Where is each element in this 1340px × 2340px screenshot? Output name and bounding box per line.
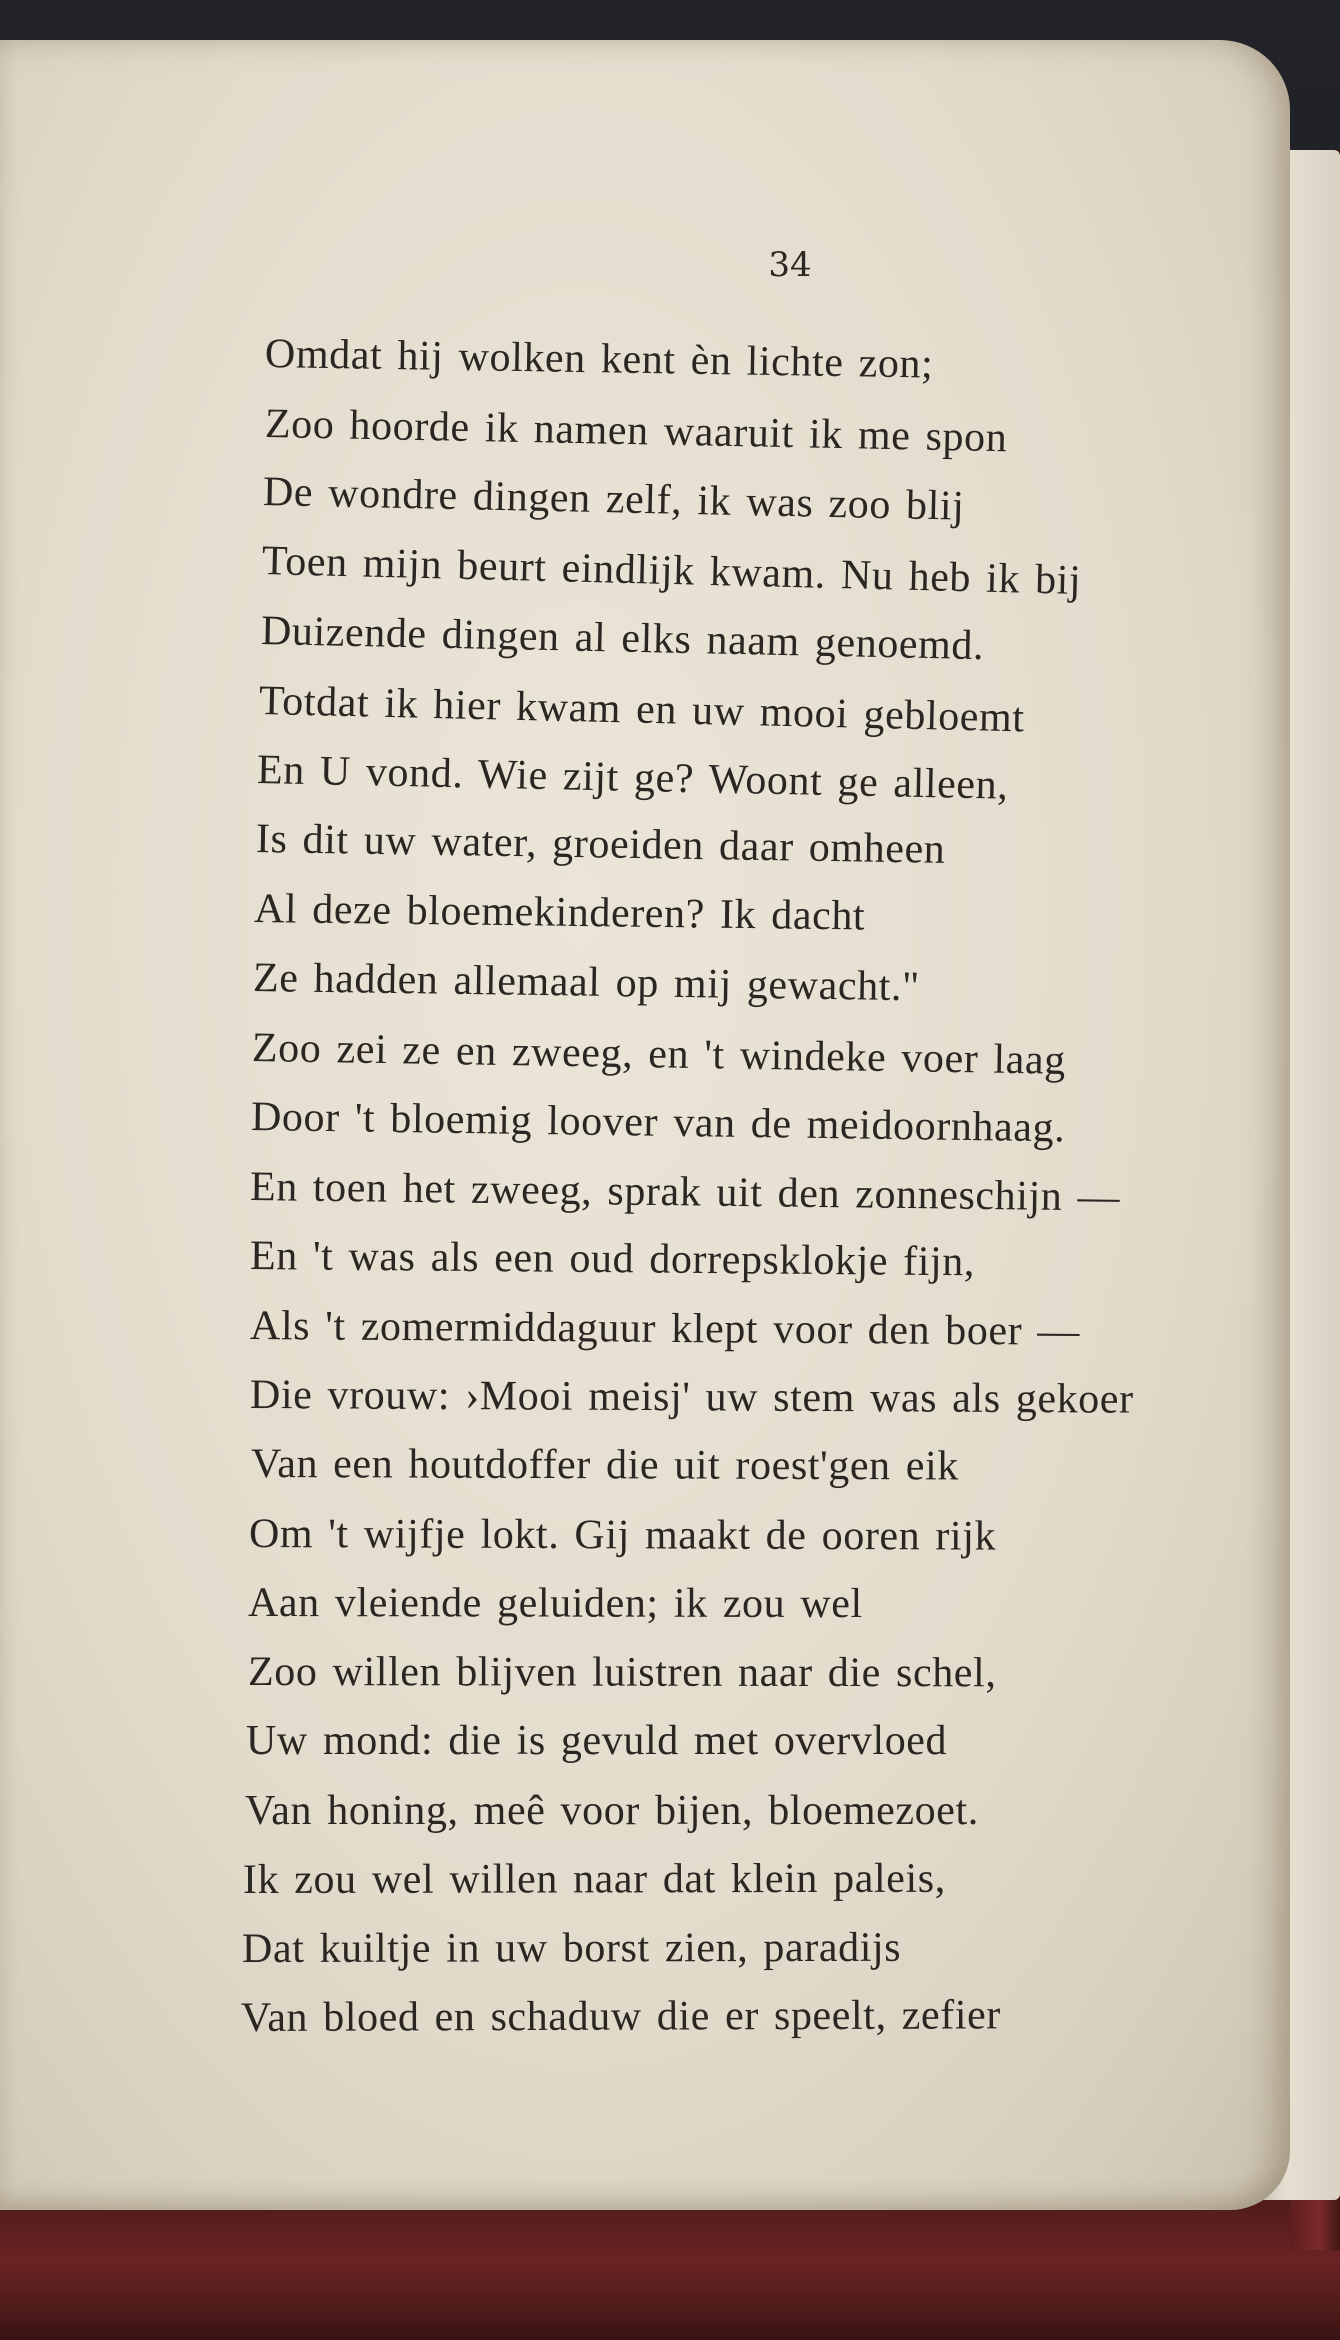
poem-line: Dat kuiltje in uw borst zien, paradijs bbox=[241, 1924, 902, 1972]
poem-line: Omdat hij wolken kent èn lichte zon; bbox=[264, 331, 934, 388]
poem-line: En 't was als een oud dorrepsklokje fijn, bbox=[249, 1233, 976, 1286]
poem-line: Duizende dingen al elks naam genoemd. bbox=[260, 608, 985, 670]
poem-line: De wondre dingen zelf, ik was zoo blij bbox=[262, 469, 965, 530]
poem-line: Aan vleiende geluiden; ik zou wel bbox=[247, 1580, 863, 1628]
poem-line: Totdat ik hier kwam en uw mooi gebloemt bbox=[258, 678, 1026, 742]
poem-line: Ik zou wel willen naar dat klein paleis, bbox=[242, 1855, 946, 1903]
poem-text bbox=[0, 40, 1290, 2210]
poem-line: Van een houtdoffer die uit roest'gen eik bbox=[250, 1441, 959, 1490]
poem-line: Toen mijn beurt eindlijk kwam. Nu heb ik bij bbox=[261, 538, 1082, 605]
poem-line: En U vond. Wie zijt ge? Woont ge alleen, bbox=[256, 747, 1009, 809]
poem-line: Als 't zomermiddaguur klept voor den boer — bbox=[249, 1303, 1081, 1355]
poem-line: Ze hadden allemaal op mij gewacht." bbox=[252, 955, 921, 1011]
poem-line: Die vrouw: ›Mooi meisj' uw stem was als gekoer bbox=[249, 1372, 1134, 1423]
book-page bbox=[0, 40, 1290, 2210]
poem-line: Zoo hoorde ik namen waaruit ik me spon bbox=[264, 401, 1008, 462]
poem-line: Om 't wijfje lokt. Gij maakt de ooren rijk bbox=[248, 1511, 997, 1560]
poem-line: Van bloed en schaduw die er speelt, zefier bbox=[240, 1992, 1001, 2041]
poem-line: Uw mond: die is gevuld met overvloed bbox=[246, 1718, 948, 1764]
poem-line: Is dit uw water, groeiden daar omheen bbox=[255, 816, 946, 873]
poem-line: Door 't bloemig loover van de meidoornhaag. bbox=[250, 1094, 1066, 1152]
poem-line: Zoo willen blijven luistren naar die schel, bbox=[247, 1649, 997, 1697]
page-number: 34 bbox=[768, 245, 812, 285]
poem-line: Al deze bloemekinderen? Ik dacht bbox=[253, 886, 866, 940]
poem-line: En toen het zweeg, sprak uit den zonneschijn — bbox=[249, 1164, 1121, 1221]
poem-line: Van honing, meê voor bijen, bloemezoet. bbox=[245, 1788, 979, 1834]
poem-line: Zoo zei ze en zweeg, en 't windeke voer laag bbox=[251, 1025, 1067, 1084]
